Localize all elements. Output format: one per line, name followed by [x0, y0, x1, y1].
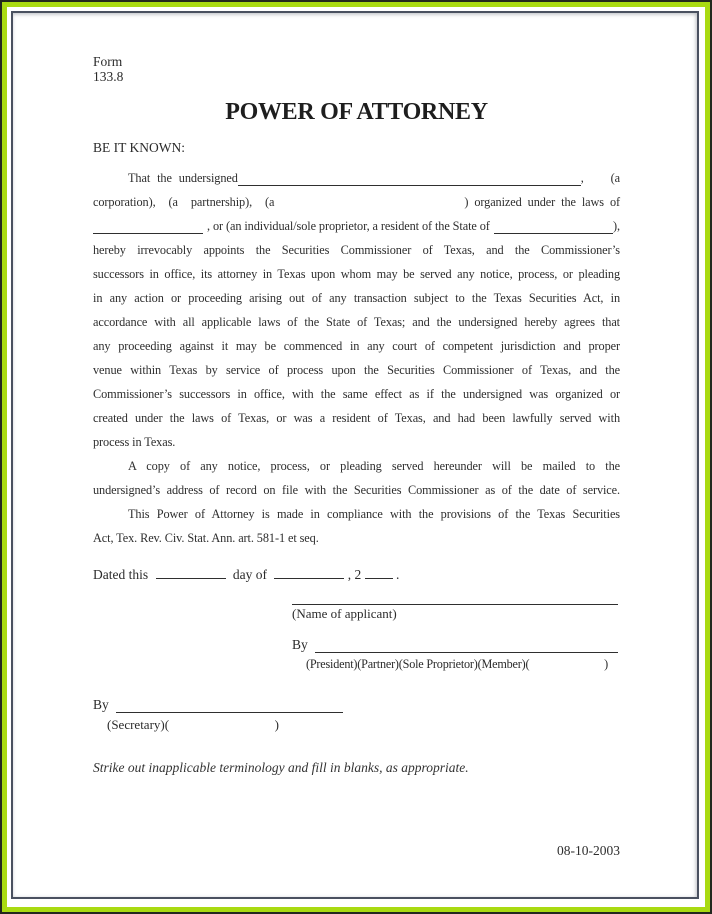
p2-line2: undersigned’s address of record on file with the Securities Commissioner as of the date of service.	[93, 483, 620, 497]
dated-label-3: , 2	[347, 567, 362, 582]
p1-body-line: hereby irrevocably appoints the Securities Commissioner of Texas, and the Commissioner’s	[93, 243, 620, 257]
state-of-organization-blank[interactable]	[93, 214, 203, 234]
state-of-residence-blank[interactable]	[494, 214, 613, 234]
applicant-signature-block	[292, 591, 618, 671]
p1-line1-text: That the undersigned	[128, 171, 238, 185]
document-content	[13, 13, 697, 897]
entity-type-blank[interactable]	[274, 190, 464, 214]
secretary-signature-block	[93, 693, 343, 732]
p1-last-line: process in Texas.	[93, 435, 176, 449]
page-title: POWER OF ATTORNEY	[225, 99, 488, 125]
dated-line	[93, 565, 620, 585]
dated-label-1: Dated this	[93, 567, 149, 582]
secretary-title-caption	[93, 717, 279, 732]
secretary-signature-line[interactable]	[116, 693, 343, 713]
officer-title-blank[interactable]	[529, 657, 604, 671]
p2-line1: A copy of any notice, process, or pleading served hereunder will be mailed to the	[128, 459, 620, 473]
officer-by-label: By	[292, 637, 308, 652]
applicant-name-caption: (Name of applicant)	[292, 606, 397, 621]
p1-line2	[93, 190, 620, 214]
body-text	[93, 166, 620, 550]
p1-line3-tail: ),	[613, 219, 620, 233]
p1-body-line: Commissioner’s successors in office, with the same effect as if the undersigned was organized or	[93, 387, 620, 401]
officer-signature-line[interactable]	[315, 633, 618, 653]
secretary-by-label: By	[93, 697, 109, 712]
undersigned-name-blank[interactable]	[238, 166, 581, 186]
officer-title-options: (President)(Partner)(Sole Proprietor)(Member)(	[306, 657, 530, 671]
p1-line2-left: corporation), (a partnership), (a	[93, 195, 275, 209]
p1-body-line: accordance with all applicable laws of the State of Texas; and the undersigned hereby agrees that	[93, 315, 620, 329]
instruction-note: Strike out inapplicable terminology and fill in blanks, as appropriate.	[93, 760, 469, 775]
document-page	[11, 11, 699, 899]
secretary-by-row	[93, 693, 343, 717]
dated-label-2: day of	[232, 567, 267, 582]
secretary-title-close-paren: )	[274, 717, 279, 732]
form-label: Form	[93, 54, 123, 69]
p1-body-line: in any action or proceeding arising out of any transaction subject to the Texas Securities Act, in	[93, 291, 620, 305]
p1-line1-tail: , (a	[580, 171, 620, 185]
p1-body-line: successors in office, its attorney in Texas upon whom may be served any notice, process, or pleading	[93, 267, 620, 281]
form-identifier	[93, 55, 620, 84]
p3-line2: Act, Tex. Rev. Civ. Stat. Ann. art. 581-1 et seq.	[93, 531, 319, 545]
secretary-title-blank[interactable]	[169, 717, 275, 732]
dated-year-blank[interactable]	[365, 565, 393, 579]
secretary-title-label: (Secretary)(	[107, 717, 170, 732]
paragraph-indent	[93, 166, 128, 190]
officer-title-caption	[292, 657, 618, 671]
p3-line1: This Power of Attorney is made in compliance with the provisions of the Texas Securities	[128, 507, 620, 521]
applicant-name-line[interactable]	[292, 591, 618, 605]
p1-body-line: venue within Texas by service of process upon the Securities Commissioner of Texas, and the	[93, 363, 620, 377]
officer-by-row	[292, 633, 618, 657]
officer-title-close-paren: )	[604, 657, 608, 671]
p1-line2-right: ) organized under the laws of	[464, 195, 620, 209]
form-number: 133.8	[93, 68, 124, 84]
dated-label-4: .	[396, 567, 400, 582]
revision-date: 08-10-2003	[557, 843, 620, 858]
p1-line3	[93, 214, 620, 238]
p1-line1	[93, 166, 620, 190]
p1-body-line: any proceeding against it may be commenced in any court of competent jurisdiction and proper	[93, 339, 620, 353]
dated-month-blank[interactable]	[274, 565, 344, 579]
dated-day-blank[interactable]	[156, 565, 226, 579]
p1-body-line: created under the laws of Texas, or was a resident of Texas, and had been lawfully served with	[93, 411, 620, 425]
salutation: BE IT KNOWN:	[93, 140, 185, 155]
p1-line3-text: , or (an individual/sole proprietor, a resident of the State of	[207, 219, 490, 233]
